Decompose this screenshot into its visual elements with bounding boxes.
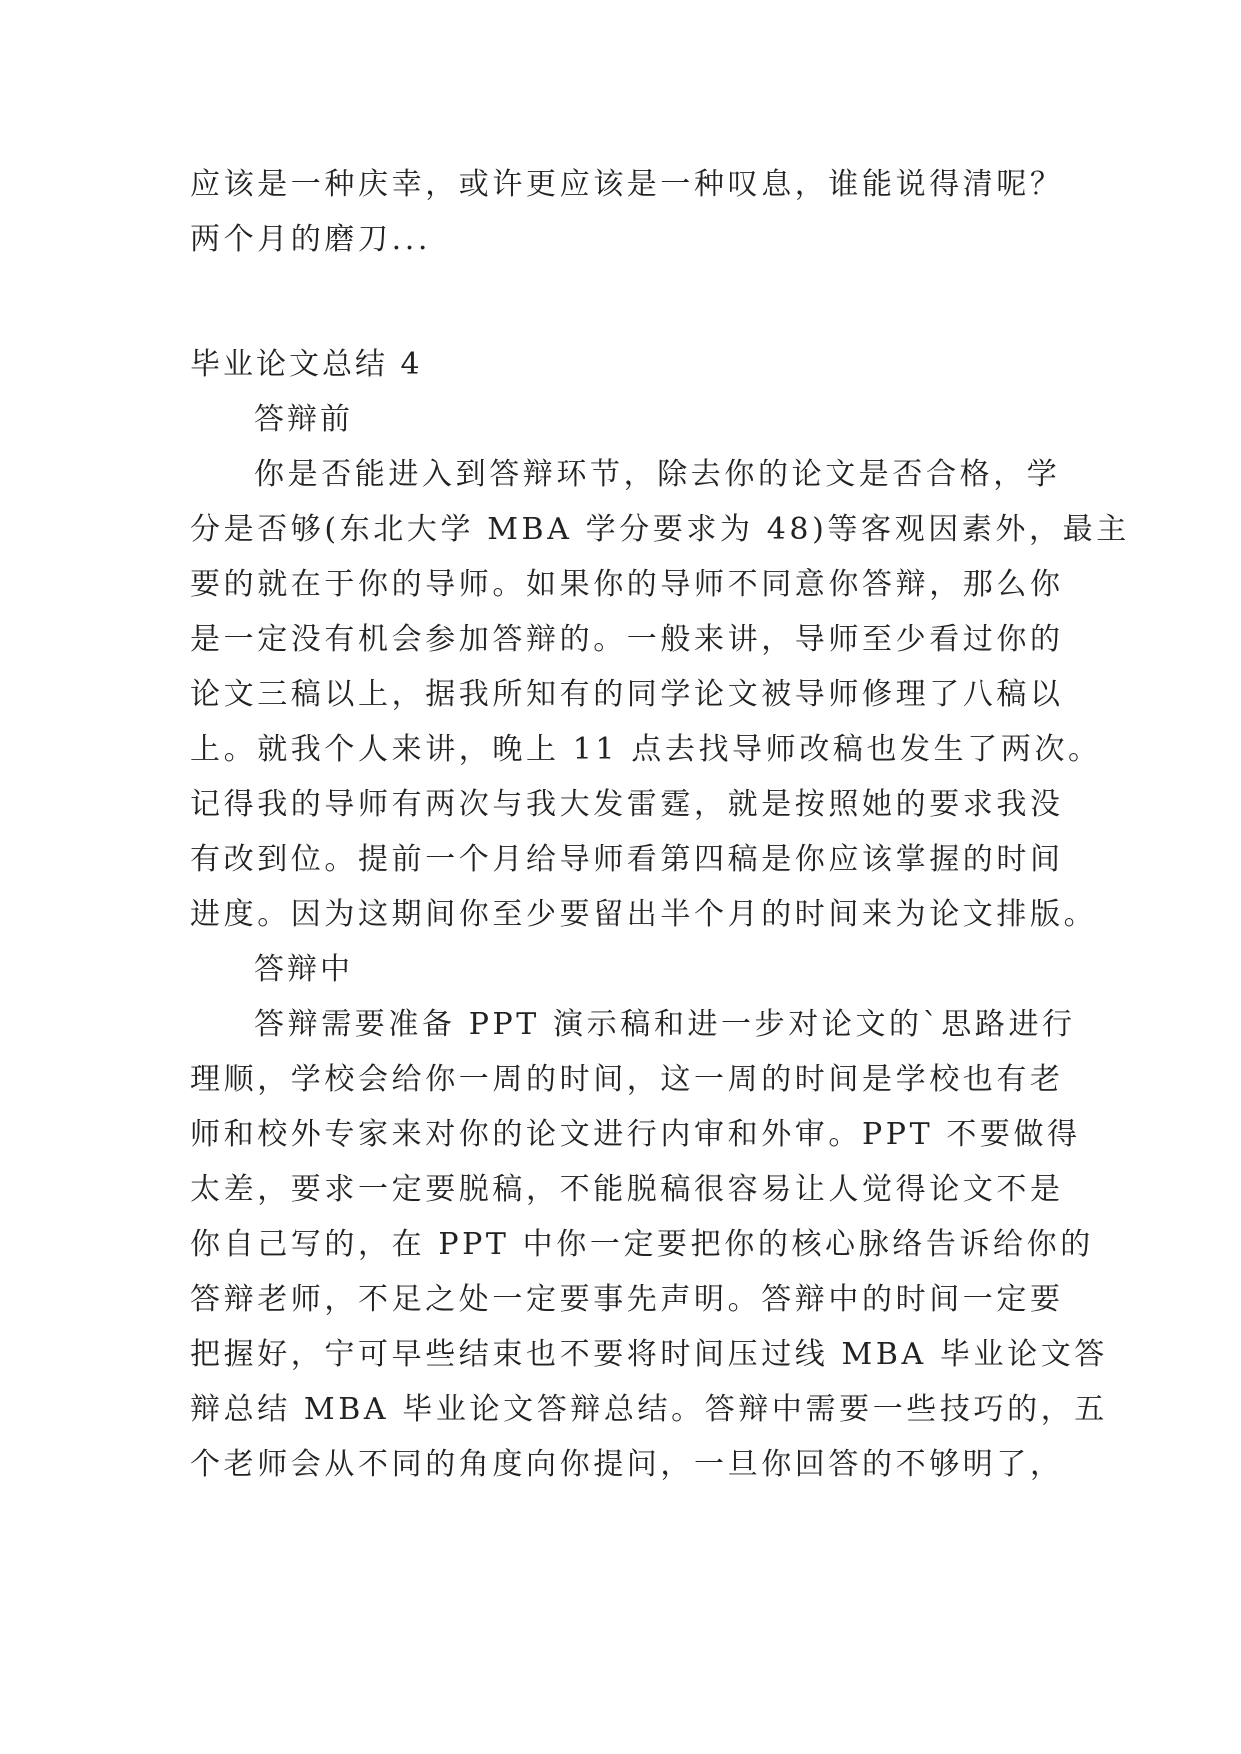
paragraph-line: 理顺，学校会给你一周的时间，这一周的时间是学校也有老 <box>190 1062 1064 1097</box>
paragraph-line: 记得我的导师有两次与我大发雷霆，就是按照她的要求我没 <box>190 787 1064 822</box>
paragraph-line: 把握好，宁可早些结束也不要将时间压过线 MBA 毕业论文答 <box>190 1337 1108 1372</box>
paragraph-line: 师和校外专家来对你的论文进行内审和外审。PPT 不要做得 <box>190 1117 1081 1152</box>
paragraph-line: 个老师会从不同的角度向你提问，一旦你回答的不够明了， <box>190 1447 1064 1482</box>
subsection-heading-before-defense: 答辩前 <box>254 402 353 437</box>
paragraph-line: 你是否能进入到答辩环节，除去你的论文是否合格，学 <box>254 457 1061 492</box>
paragraph-line: 辩总结 MBA 毕业论文答辩总结。答辩中需要一些技巧的，五 <box>190 1392 1108 1427</box>
intro-line-1: 应该是一种庆幸，或许更应该是一种叹息，谁能说得清呢？ <box>190 167 1064 202</box>
paragraph-line: 是一定没有机会参加答辩的。一般来讲，导师至少看过你的 <box>190 622 1064 657</box>
paragraph-line: 论文三稿以上，据我所知有的同学论文被导师修理了八稿以 <box>190 677 1064 712</box>
subsection-heading-during-defense: 答辩中 <box>254 952 353 987</box>
paragraph-line: 要的就在于你的导师。如果你的导师不同意你答辩，那么你 <box>190 567 1064 602</box>
paragraph-line: 分是否够(东北大学 MBA 学分要求为 48)等客观因素外，最主 <box>190 512 1130 547</box>
paragraph-line: 答辩老师，不足之处一定要事先声明。答辩中的时间一定要 <box>190 1282 1064 1317</box>
paragraph-line: 进度。因为这期间你至少要留出半个月的时间来为论文排版。 <box>190 897 1098 932</box>
paragraph-line: 你自己写的，在 PPT 中你一定要把你的核心脉络告诉给你的 <box>190 1227 1094 1262</box>
paragraph-line: 答辩需要准备 PPT 演示稿和进一步对论文的`思路进行 <box>254 1007 1076 1042</box>
intro-line-2: 两个月的磨刀... <box>190 222 432 257</box>
paragraph-line: 太差，要求一定要脱稿，不能脱稿很容易让人觉得论文不是 <box>190 1172 1064 1207</box>
section-title: 毕业论文总结 4 <box>190 347 423 382</box>
paragraph-line: 有改到位。提前一个月给导师看第四稿是你应该掌握的时间 <box>190 842 1064 877</box>
paragraph-line: 上。就我个人来讲，晚上 11 点去找导师改稿也发生了两次。 <box>190 732 1102 767</box>
